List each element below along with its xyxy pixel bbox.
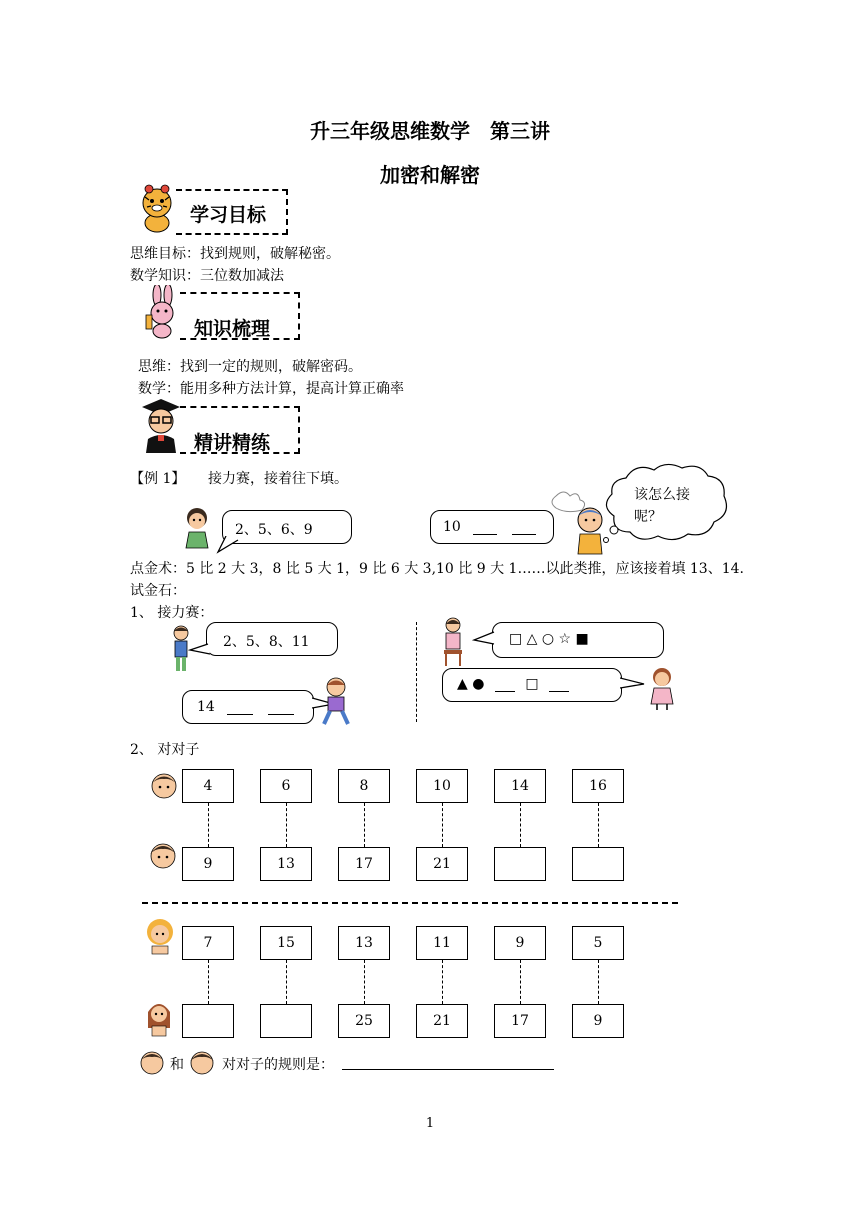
grid-cell: 14 bbox=[494, 769, 546, 803]
q2-row-3 bbox=[182, 926, 624, 960]
girl-sitting-icon bbox=[440, 616, 466, 668]
q1-shape-start: ▲ ● bbox=[457, 676, 485, 692]
grid-cell: 17 bbox=[338, 847, 390, 881]
grid-cell: 11 bbox=[416, 926, 468, 960]
tiger-mascot-icon bbox=[135, 183, 179, 233]
page-number: 1 bbox=[425, 1116, 435, 1131]
answer-blank[interactable] bbox=[473, 534, 497, 535]
grid-cell: 8 bbox=[338, 769, 390, 803]
example1-sequence: 2、5、6、9 bbox=[235, 522, 313, 538]
answer-blank[interactable] bbox=[268, 714, 294, 715]
q2-row-1 bbox=[182, 769, 624, 803]
answer-blank[interactable] bbox=[549, 691, 569, 692]
grid-cell: 21 bbox=[416, 847, 468, 881]
grid-cell: 4 bbox=[182, 769, 234, 803]
q1-shape-sequence: □ △ ○ ☆ ■ bbox=[509, 631, 589, 647]
example1-label: 【例 1】 bbox=[130, 471, 186, 487]
q1-start: 14 bbox=[197, 699, 215, 715]
review-line-2: 数学：能用多种方法计算，提高计算正确率 bbox=[138, 381, 404, 397]
section-goals-label: 学习目标 bbox=[190, 204, 267, 226]
q2-label: 2、 对对子 bbox=[130, 742, 200, 758]
q2-separator bbox=[142, 902, 678, 904]
grid-cell: 15 bbox=[260, 926, 312, 960]
girl-face-icon bbox=[144, 998, 174, 1038]
girl-figure-icon bbox=[180, 506, 214, 550]
example1-prompt: 接力赛，接着往下填。 bbox=[208, 471, 348, 487]
review-line-1: 思维：找到一定的规则，破解密码。 bbox=[138, 359, 362, 375]
goals-line-2: 数学知识：三位数加减法 bbox=[130, 268, 284, 284]
grid-cell: 6 bbox=[260, 769, 312, 803]
q1-bubble-right-bottom bbox=[442, 668, 622, 702]
grid-cell: 9 bbox=[494, 926, 546, 960]
q1-bubble-right-top bbox=[492, 622, 664, 658]
q2-row-2 bbox=[182, 847, 624, 881]
boy-face-icon bbox=[148, 770, 180, 800]
answer-blank[interactable] bbox=[512, 534, 536, 535]
q1-bubble-left-bottom bbox=[182, 690, 314, 724]
answer-blank[interactable] bbox=[495, 691, 515, 692]
example1-explanation: 点金术：5 比 2 大 3，8 比 5 大 1，9 比 6 大 3,10 比 9 大 1……以此类推，应该接着填 13、14. bbox=[130, 561, 744, 577]
scholar-mascot-icon bbox=[138, 397, 184, 455]
boy-running-icon bbox=[318, 676, 354, 726]
rule-text: 对对子的规则是： bbox=[222, 1057, 334, 1073]
answer-cell[interactable] bbox=[572, 847, 624, 881]
grid-cell: 13 bbox=[338, 926, 390, 960]
example1-bubble-right bbox=[430, 510, 554, 544]
thought-text: 该怎么接呢？ bbox=[634, 487, 690, 525]
bubble-tail bbox=[188, 640, 214, 658]
q1-shape-middle: □ bbox=[525, 676, 539, 692]
q1-label: 1、 接力赛： bbox=[130, 605, 214, 621]
bubble-tail bbox=[620, 676, 646, 692]
boy-face-icon bbox=[186, 1046, 218, 1078]
page-subtitle: 加密和解密 bbox=[380, 163, 480, 187]
grid-cell: 17 bbox=[494, 1004, 546, 1038]
bunny-mascot-icon bbox=[142, 285, 182, 340]
section-review-label: 知识梳理 bbox=[194, 318, 271, 340]
page-title: 升三年级思维数学 第三讲 bbox=[310, 119, 550, 143]
q2-connectors-1 bbox=[182, 803, 624, 847]
bubble-tail bbox=[216, 536, 246, 554]
boy-face-icon bbox=[138, 1048, 166, 1078]
grid-cell: 9 bbox=[182, 847, 234, 881]
grid-cell: 16 bbox=[572, 769, 624, 803]
section-practice-label: 精讲精练 bbox=[194, 432, 271, 454]
girl-face-icon bbox=[142, 916, 178, 956]
girl-pink-icon bbox=[646, 666, 678, 712]
grid-cell: 9 bbox=[572, 1004, 624, 1038]
boy-face-icon bbox=[146, 838, 180, 872]
answer-cell[interactable] bbox=[260, 1004, 312, 1038]
rule-and: 和 bbox=[170, 1057, 184, 1073]
q1-bubble-left-top bbox=[206, 622, 338, 656]
q2-connectors-2 bbox=[182, 960, 624, 1004]
answer-cell[interactable] bbox=[182, 1004, 234, 1038]
grid-cell: 13 bbox=[260, 847, 312, 881]
answer-cell[interactable] bbox=[494, 847, 546, 881]
grid-cell: 5 bbox=[572, 926, 624, 960]
q1-divider bbox=[416, 622, 417, 722]
grid-cell: 7 bbox=[182, 926, 234, 960]
q2-row-4 bbox=[182, 1004, 624, 1038]
try-label: 试金石： bbox=[130, 583, 186, 599]
bubble-tail bbox=[472, 630, 498, 648]
goals-line-1: 思维目标：找到规则，破解秘密。 bbox=[130, 246, 340, 262]
q1-sequence: 2、5、8、11 bbox=[223, 634, 310, 650]
grid-cell: 25 bbox=[338, 1004, 390, 1038]
grid-cell: 10 bbox=[416, 769, 468, 803]
answer-blank[interactable] bbox=[227, 714, 253, 715]
example1-start: 10 bbox=[443, 519, 461, 535]
rule-answer-line[interactable] bbox=[342, 1069, 554, 1070]
grid-cell: 21 bbox=[416, 1004, 468, 1038]
